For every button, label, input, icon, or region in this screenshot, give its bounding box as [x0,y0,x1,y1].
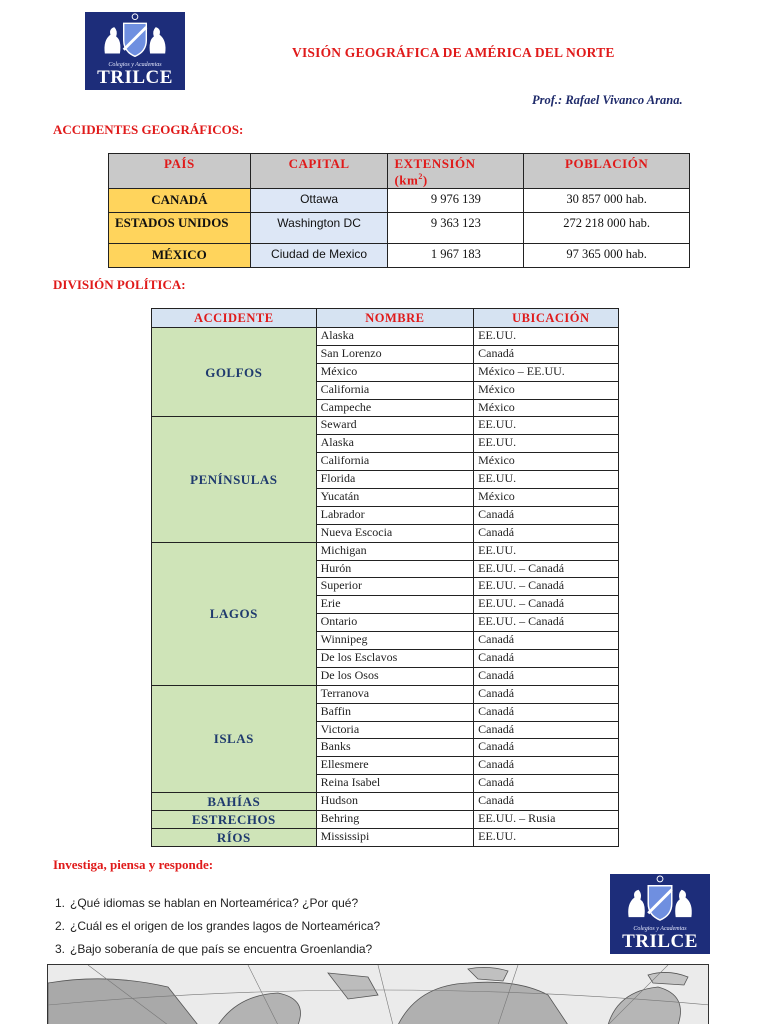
feature-location-cell: Canadá [474,703,619,721]
feature-name-cell: Victoria [316,721,474,739]
table-row [152,328,619,346]
header-accident: ACCIDENTE [152,309,317,328]
feature-location-cell: EE.UU. [474,328,619,346]
crest-icon [618,874,702,925]
feature-name-cell: Erie [316,596,474,614]
logo-brand: TRILCE [97,67,173,88]
feature-name-cell: Nueva Escocia [316,524,474,542]
map-graphic [48,965,709,1024]
feature-location-cell: México [474,453,619,471]
feature-location-cell: EE.UU. – Canadá [474,560,619,578]
category-cell: RÍOS [152,828,317,846]
feature-name-cell: Florida [316,471,474,489]
extension-cell: 1 967 183 [388,244,524,268]
question-number: 2. [55,919,66,933]
logo-brand: TRILCE [622,931,698,952]
extension-cell: 9 363 123 [388,213,524,244]
features-table-header [152,309,619,328]
question-text: ¿Cuál es el origen de los grandes lagos de Norteamérica? [70,919,381,933]
country-cell: MÉXICO [109,244,251,268]
countries-table [108,153,690,268]
feature-location-cell: EE.UU. – Canadá [474,614,619,632]
feature-location-cell: Canadá [474,506,619,524]
feature-location-cell: México [474,489,619,507]
population-cell: 97 365 000 hab. [524,244,690,268]
capital-cell: Ottawa [250,189,388,213]
table-row [152,793,619,811]
feature-location-cell: EE.UU. – Canadá [474,596,619,614]
feature-location-cell: Canadá [474,757,619,775]
logo-subtitle: Colegios y Academias [633,926,687,932]
feature-name-cell: Behring [316,811,474,829]
feature-name-cell: De los Esclavos [316,650,474,668]
feature-name-cell: Yucatán [316,489,474,507]
feature-name-cell: Reina Isabel [316,775,474,793]
feature-location-cell: México [474,399,619,417]
feature-name-cell: Winnipeg [316,632,474,650]
question-item [55,919,380,933]
feature-location-cell: Canadá [474,685,619,703]
feature-name-cell: Banks [316,739,474,757]
feature-name-cell: Seward [316,417,474,435]
table-row [109,244,690,268]
feature-location-cell: Canadá [474,632,619,650]
country-cell: ESTADOS UNIDOS [109,213,251,244]
feature-name-cell: De los Osos [316,667,474,685]
table-row [152,417,619,435]
feature-name-cell: Terranova [316,685,474,703]
countries-table-header [109,154,690,189]
category-cell: ESTRECHOS [152,811,317,829]
table-row [109,189,690,213]
features-table-body [152,328,619,847]
feature-name-cell: Hudson [316,793,474,811]
feature-name-cell: Baffin [316,703,474,721]
question-text: ¿Bajo soberanía de que país se encuentra Groenlandia? [70,942,373,956]
features-table [151,308,619,847]
feature-location-cell: EE.UU. – Canadá [474,578,619,596]
header-country: PAÍS [109,154,251,189]
header-extension-label: EXTENSIÓN [394,156,476,171]
feature-name-cell: California [316,453,474,471]
question-item [55,942,372,956]
header-extension-close: ) [422,172,428,188]
category-cell: GOLFOS [152,328,317,417]
feature-location-cell: Canadá [474,524,619,542]
question-number: 1. [55,896,66,910]
author-line: Prof.: Rafael Vivanco Arana. [532,93,683,107]
feature-location-cell: Canadá [474,793,619,811]
feature-location-cell: Canadá [474,345,619,363]
feature-name-cell: San Lorenzo [316,345,474,363]
feature-name-cell: Alaska [316,435,474,453]
question-text: ¿Qué idiomas se hablan en Norteamérica? ¿Por qué? [70,896,359,910]
logo-subtitle: Colegios y Academias [108,62,162,68]
page-title: VISIÓN GEOGRÁFICA DE AMÉRICA DEL NORTE [292,45,615,60]
table-row [152,811,619,829]
header-capital: CAPITAL [250,154,388,189]
feature-location-cell: Canadá [474,667,619,685]
north-america-map [47,964,709,1024]
population-cell: 272 218 000 hab. [524,213,690,244]
question-item [55,896,358,910]
header-extension-sup: 2 [418,172,423,181]
feature-location-cell: Canadá [474,775,619,793]
table-row [152,542,619,560]
category-cell: LAGOS [152,542,317,685]
extension-cell: 9 976 139 [388,189,524,213]
feature-location-cell: EE.UU. [474,471,619,489]
header-location: UBICACIÓN [474,309,619,328]
feature-name-cell: Alaska [316,328,474,346]
country-cell: CANADÁ [109,189,251,213]
feature-location-cell: EE.UU. [474,417,619,435]
feature-location-cell: Canadá [474,721,619,739]
feature-name-cell: Mississipi [316,828,474,846]
feature-name-cell: Superior [316,578,474,596]
feature-location-cell: México [474,381,619,399]
trilce-logo-top [85,12,185,90]
feature-location-cell: México – EE.UU. [474,363,619,381]
feature-name-cell: Michigan [316,542,474,560]
section-heading-division: DIVISIÓN POLÍTICA: [53,277,186,292]
header-extension [388,154,524,189]
trilce-logo-bottom [610,874,710,954]
category-cell: PENÍNSULAS [152,417,317,542]
header-extension-unit: (km [394,172,419,188]
table-row [109,213,690,244]
questions-heading: Investiga, piensa y responde: [53,857,214,872]
section-heading-accidents: ACCIDENTES GEOGRÁFICOS: [53,122,244,137]
population-cell: 30 857 000 hab. [524,189,690,213]
feature-location-cell: EE.UU. [474,435,619,453]
feature-location-cell: EE.UU. [474,828,619,846]
feature-name-cell: México [316,363,474,381]
table-row [152,828,619,846]
feature-location-cell: EE.UU. – Rusia [474,811,619,829]
category-cell: BAHÍAS [152,793,317,811]
header-name: NOMBRE [316,309,474,328]
feature-name-cell: Campeche [316,399,474,417]
table-row [152,685,619,703]
feature-location-cell: Canadá [474,739,619,757]
feature-name-cell: Labrador [316,506,474,524]
category-cell: ISLAS [152,685,317,792]
crest-icon [93,12,177,61]
feature-name-cell: California [316,381,474,399]
header-population: POBLACIÓN [524,154,690,189]
feature-location-cell: EE.UU. [474,542,619,560]
question-number: 3. [55,942,66,956]
feature-name-cell: Ontario [316,614,474,632]
feature-name-cell: Hurón [316,560,474,578]
feature-location-cell: Canadá [474,650,619,668]
feature-name-cell: Ellesmere [316,757,474,775]
capital-cell: Washington DC [250,213,388,244]
capital-cell: Ciudad de Mexico [250,244,388,268]
